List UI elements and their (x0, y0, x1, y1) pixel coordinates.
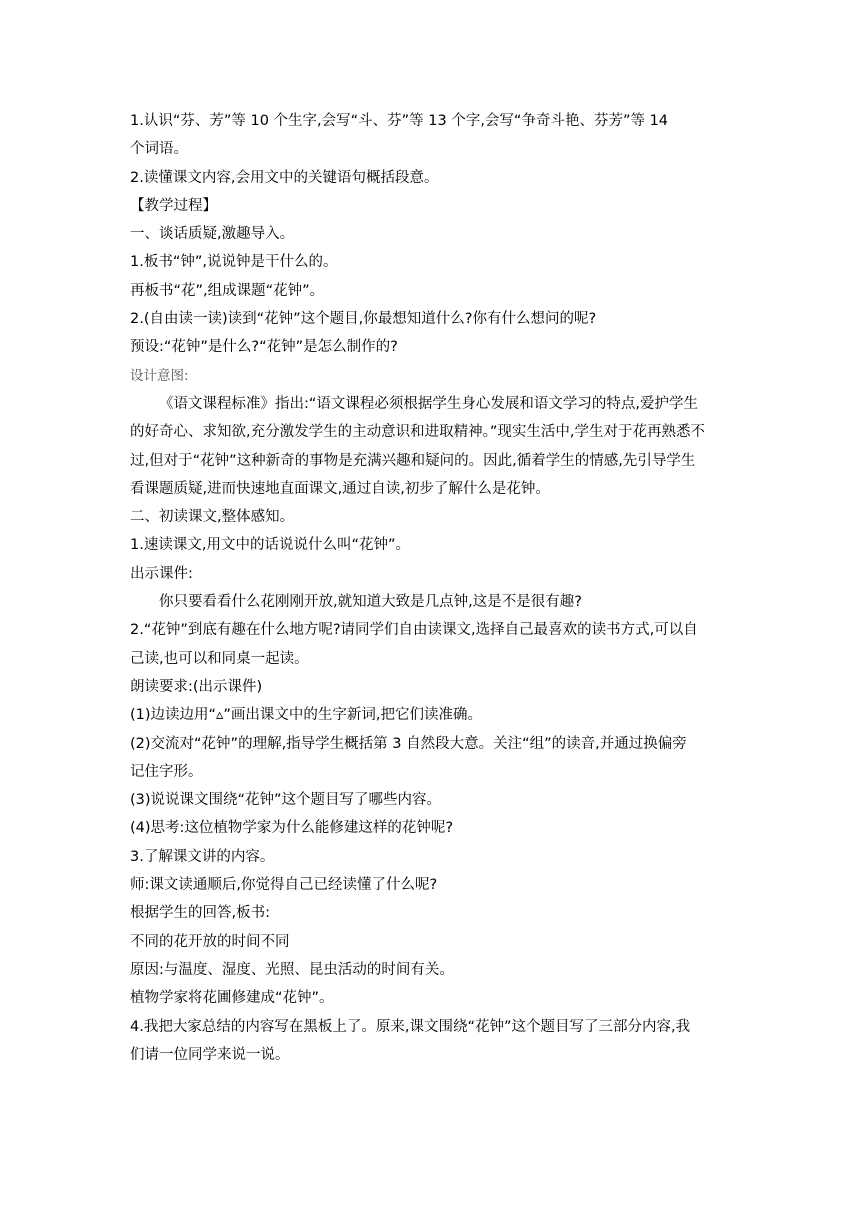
text-line: 一、谈话质疑,激趣导入。 (130, 226, 295, 243)
text-line: 看课题质疑,进而快速地直面课文,通过自读,初步了解什么是花钟。 (130, 480, 550, 497)
text-line: 你只要看看什么花刚刚开放,就知道大致是几点钟,这是不是很有趣? (159, 594, 582, 611)
text-line: 原因:与温度、湿度、光照、昆虫活动的时间有关。 (130, 961, 454, 978)
text-line: 师:课文读通顺后,你觉得自己已经读懂了什么呢? (130, 877, 438, 894)
text-line: 们请一位同学来说一说。 (130, 1046, 290, 1063)
text-line: 朗读要求:(出示课件) (130, 678, 263, 695)
document-body (130, 107, 730, 1069)
text-line: 根据学生的回答,板书: (130, 905, 270, 922)
text-line: 3.了解课文讲的内容。 (130, 848, 275, 865)
text-line: 4.我把大家总结的内容写在黑板上了。原来,课文围绕“花钟”这个题目写了三部分内容,我 (130, 1018, 691, 1035)
text-line: 1.板书“钟”,说说钟是干什么的。 (130, 254, 338, 271)
text-line: 《语文课程标准》指出:“语文课程必须根据学生身心发展和语文学习的特点,爱护学生 (159, 395, 699, 412)
text-line: 不同的花开放的时间不同 (130, 933, 290, 950)
text-line: 记住字形。 (130, 763, 203, 780)
text-line: (4)思考:这位植物学家为什么能修建这样的花钟呢? (130, 820, 454, 837)
text-line: 过,但对于“花钟”这种新奇的事物是充满兴趣和疑问的。因此,循着学生的情感,先引导学生 (130, 452, 696, 469)
text-line: 2.读懂课文内容,会用文中的关键语句概括段意。 (130, 169, 439, 186)
text-line: 预设:“花钟”是什么?“花钟”是怎么制作的? (130, 339, 398, 356)
text-line: 己读,也可以和同桌一起读。 (130, 650, 309, 667)
text-line: (2)交流对“花钟”的理解,指导学生概括第 3 自然段大意。关注“组”的读音,并通过换偏旁 (130, 735, 687, 752)
text-line: 个词语。 (130, 141, 188, 158)
text-line: (3)说说课文围绕“花钟”这个题目写了哪些内容。 (130, 792, 442, 809)
text-line: 出示课件: (130, 565, 193, 582)
text-line: 1.认识“芬、芳”等 10 个生字,会写“斗、芬”等 13 个字,会写“争奇斗艳、芬芳”等 14 (130, 113, 669, 129)
text-line: 植物学家将花圃修建成“花钟”。 (130, 990, 334, 1007)
text-line: 再板书“花”,组成课题“花钟”。 (130, 282, 325, 299)
text-line: (1)边读边用“▵”画出课文中的生字新词,把它们读准确。 (130, 707, 482, 724)
text-line: 二、初读课文,整体感知。 (130, 509, 295, 526)
text-line: 的好奇心、求知欲,充分激发学生的主动意识和进取精神。”现实生活中,学生对于花再熟悉不 (130, 424, 705, 441)
text-line: 2.“花钟”到底有趣在什么地方呢?请同学们自由读课文,选择自己最喜欢的读书方式,可以自 (130, 622, 698, 639)
text-line: 2.(自由读一读)读到“花钟”这个题目,你最想知道什么?你有什么想问的呢? (130, 311, 597, 328)
text-line: 【教学过程】 (130, 197, 217, 214)
text-line: 1.速读课文,用文中的话说说什么叫“花钟”。 (130, 537, 410, 554)
text-line: 设计意图: (130, 367, 189, 384)
